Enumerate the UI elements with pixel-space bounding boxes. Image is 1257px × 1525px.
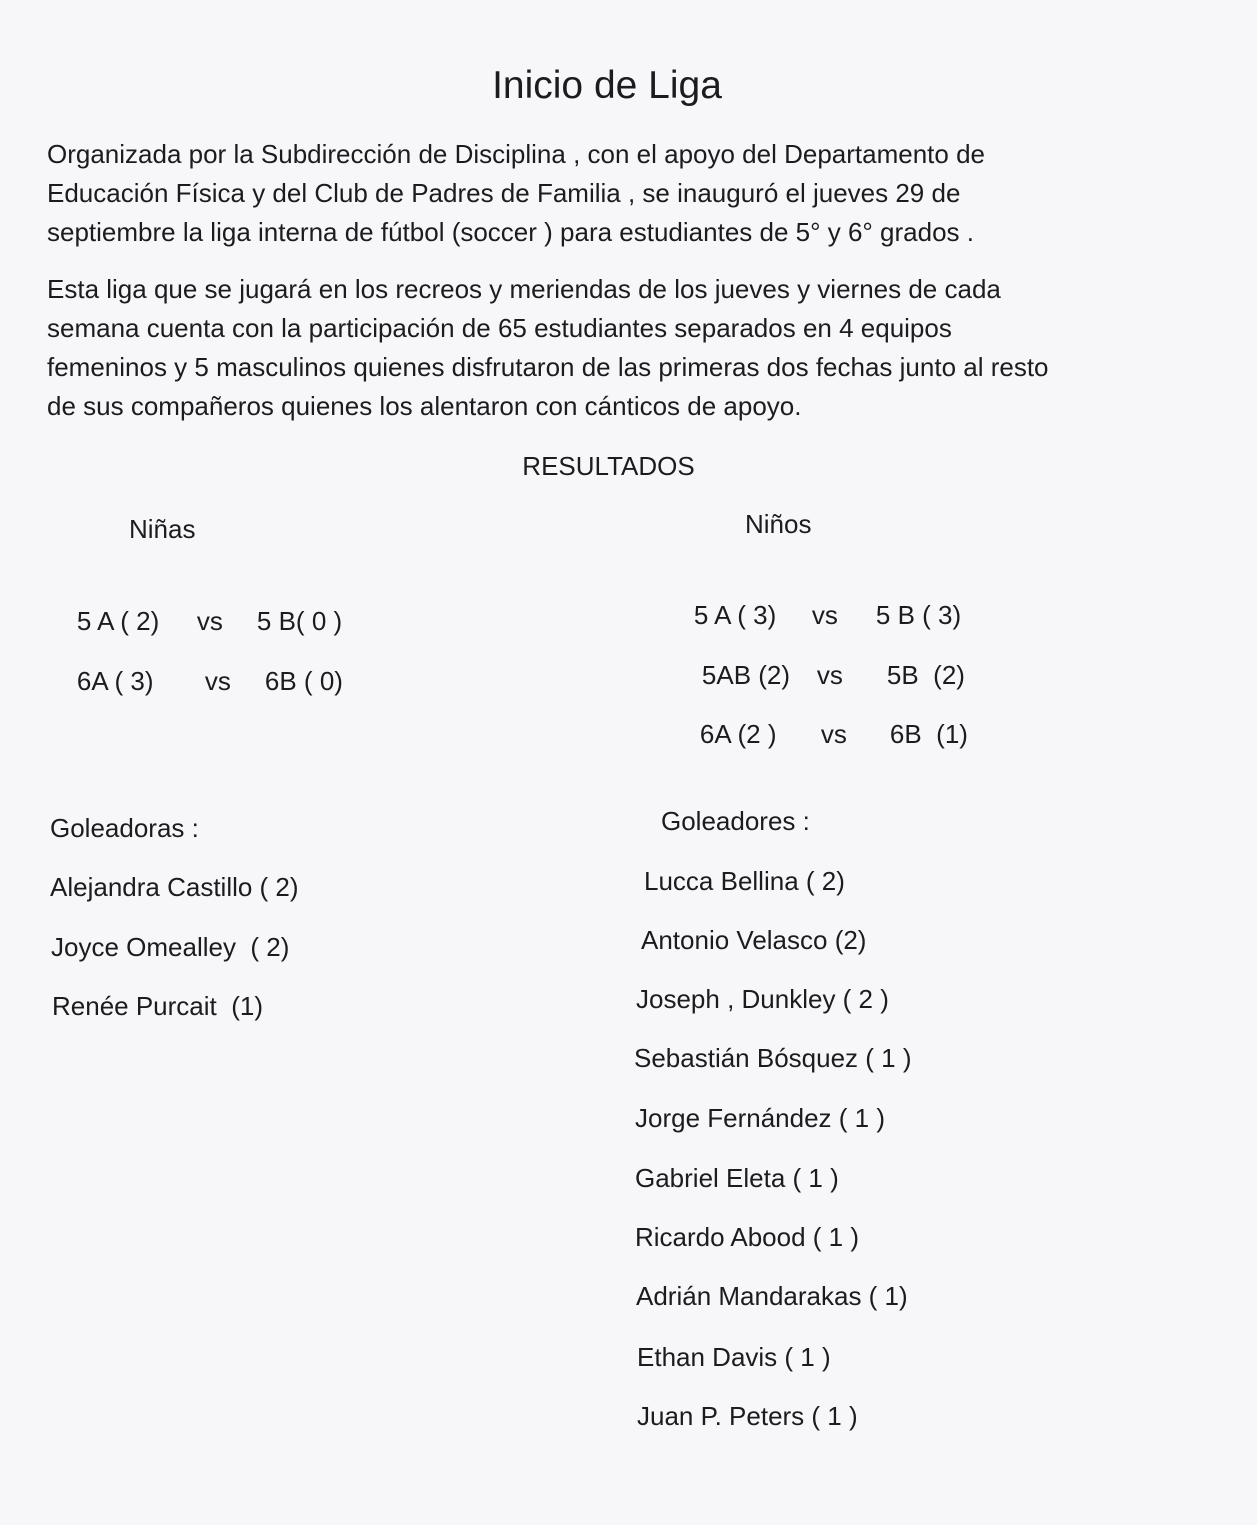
scorer-item: Ethan Davis ( 1 ): [637, 1342, 831, 1372]
paragraph-line: de sus compañeros quienes los alentaron con cánticos de apoyo.: [47, 391, 802, 421]
vs-label: vs: [816, 660, 843, 690]
home-team-score: 6A ( 3): [76, 666, 154, 696]
paragraph-line: septiembre la liga interna de fútbol (soccer ) para estudiantes de 5° y 6° grados .: [47, 217, 974, 247]
scorer-item: Antonio Velasco (2): [641, 925, 867, 955]
away-team-score: 5 B( 0 ): [256, 606, 343, 636]
vs-label: vs: [820, 719, 847, 749]
league-paragraph: [47, 270, 1207, 426]
boys-heading: Niños: [745, 509, 812, 539]
results-heading: RESULTADOS: [522, 451, 695, 481]
boys-match-row: [671, 686, 968, 782]
home-team-score: 6A (2 ): [699, 719, 777, 749]
scorer-item: Juan P. Peters ( 1 ): [637, 1401, 858, 1431]
paragraph-line: Organizada por la Subdirección de Disciplina , con el apoyo del Departamento de: [47, 139, 986, 169]
intro-paragraph: [47, 135, 1207, 252]
scorer-item: Sebastián Bósquez ( 1 ): [634, 1043, 912, 1073]
scorer-item: Ricardo Abood ( 1 ): [635, 1222, 860, 1252]
scorer-item: Adrián Mandarakas ( 1): [636, 1281, 908, 1311]
vs-label: vs: [196, 606, 223, 636]
scorer-item: Jorge Fernández ( 1 ): [635, 1103, 886, 1133]
girls-match-row: [48, 633, 343, 729]
scorer-item: Joyce Omealley ( 2): [51, 932, 290, 962]
paragraph-line: femeninos y 5 masculinos quienes disfrutaron de las primeras dos fechas junto al resto: [47, 352, 1049, 382]
home-team-score: 5 A ( 2): [76, 606, 160, 636]
away-team-score: 6B ( 0): [264, 666, 343, 696]
paragraph-line: Esta liga que se jugará en los recreos y meriendas de los jueves y viernes de cada: [47, 274, 1001, 304]
paragraph-line: semana cuenta con la participación de 65 estudiantes separados en 4 equipos: [47, 313, 952, 343]
away-team-score: 6B (1): [889, 719, 968, 749]
girls-heading: Niñas: [129, 514, 196, 544]
girls-scorers-heading: Goleadoras :: [50, 813, 199, 843]
home-team-score: 5AB (2): [701, 660, 791, 690]
scorer-item: Alejandra Castillo ( 2): [50, 872, 299, 902]
scorer-item: Gabriel Eleta ( 1 ): [635, 1163, 839, 1193]
boys-scorers-heading: Goleadores :: [661, 806, 810, 836]
scorer-item: Joseph , Dunkley ( 2 ): [636, 984, 889, 1014]
home-team-score: 5 A ( 3): [693, 600, 777, 630]
vs-label: vs: [204, 666, 231, 696]
scorer-item: Lucca Bellina ( 2): [644, 866, 845, 896]
scorer-item: Renée Purcait (1): [52, 991, 263, 1021]
vs-label: vs: [811, 600, 838, 630]
page-title: Inicio de Liga: [492, 64, 722, 107]
paragraph-line: Educación Física y del Club de Padres de Familia , se inauguró el jueves 29 de: [47, 178, 961, 208]
away-team-score: 5 B ( 3): [875, 600, 962, 630]
away-team-score: 5B (2): [886, 660, 965, 690]
